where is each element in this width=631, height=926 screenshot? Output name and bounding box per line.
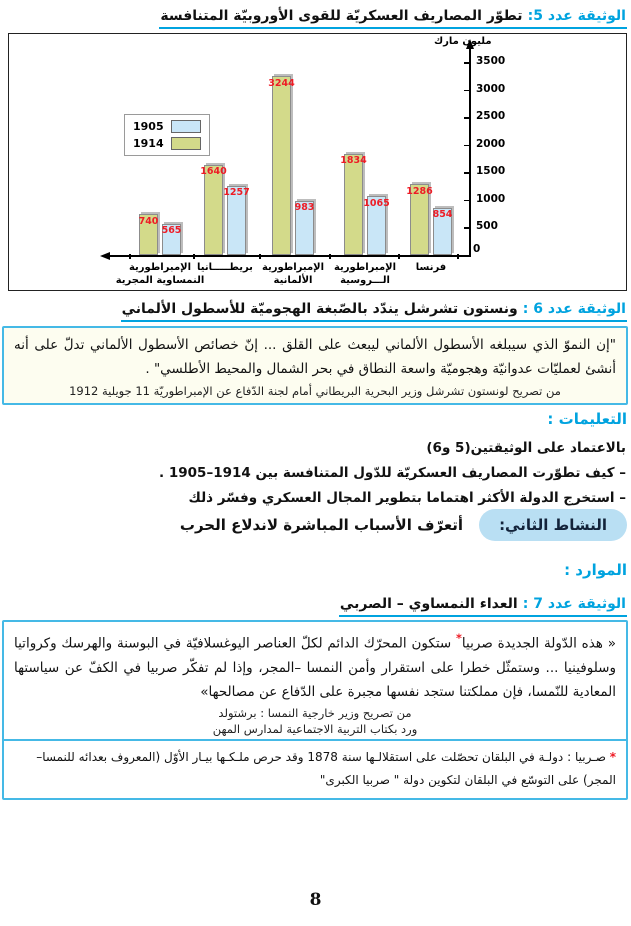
legend-label: 1914: [133, 137, 164, 150]
doc7-asterisk: *: [456, 632, 462, 645]
doc5-title-underline: [159, 5, 627, 29]
y-tick-mark: [464, 200, 469, 202]
footnote-body: صـربيا : دولـة في البلقان تحصّلت على استقلالـها سنة 1878 وقد حرص ملـكـها بيـار الأوّل (المعروف بعدائه للنمسا–المجر) على التوسّع في البلقان لتكوين دولة " صربيا الكبرى": [36, 750, 616, 788]
bar-value-label: 854: [432, 209, 453, 221]
x-tick-mark: [193, 254, 195, 259]
legend-label: 1905: [133, 120, 164, 133]
x-category-label-line: الإمبراطورية: [333, 262, 397, 273]
doc6-attribution: من تصريح لونستون تشرشل وزير البحرية البريطاني أمام لجنة الدّفاع عن الإمبراطوريّة 11 جويلية 1912: [69, 383, 561, 398]
instructions-intro: بالاعتماد على الوثيقتين(5 و6): [426, 440, 626, 456]
y-tick-label: 2000: [476, 137, 506, 150]
bar-value-label: 740: [138, 215, 159, 227]
doc7-attribution-2: ورد بكتاب التربية الاجتماعية لمدارس المهن: [212, 722, 418, 737]
x-category-label-line: فرنسا: [415, 262, 447, 273]
x-axis-arrow-icon: [100, 252, 110, 260]
doc7-title-underline: [339, 593, 627, 617]
y-tick-label: 2500: [476, 110, 506, 123]
x-category-label-line: النمساوية المجرية: [115, 275, 205, 286]
bar-value-label: 1640: [200, 166, 227, 178]
doc7-footnote-text: [14, 746, 616, 792]
doc7-footnote-section: [4, 739, 626, 798]
instructions-heading: التعليمات :: [547, 410, 627, 428]
doc7-quote-before: « هذه الدّولة الجديدة صربيا: [461, 635, 616, 652]
doc7-title-row: [339, 593, 627, 617]
bar-value-label: 3244: [268, 77, 295, 89]
legend-swatch-icon: [171, 137, 201, 150]
doc5-label: الوثيقة عدد 5:: [527, 8, 626, 24]
instructions-block: [159, 436, 626, 511]
doc7-attribution-1: من تصريح وزير خارجية النمسا : برشتولد: [218, 706, 412, 721]
footnote-asterisk: *: [609, 750, 616, 765]
chart-plot: [9, 34, 626, 290]
y-tick-label: 500: [476, 220, 498, 233]
legend-swatch-icon: [171, 120, 201, 133]
bar-value-label: 983: [294, 202, 315, 214]
military-expenses-chart: [8, 33, 627, 291]
doc6-title-row: [121, 298, 627, 322]
y-tick-mark: [464, 145, 469, 147]
bar-value-label: 1257: [223, 187, 250, 199]
doc6-quote-text: "إن النموّ الذي سيبلغه الأسطول الألماني ليبعث على القلق ... إنّ خصائص الأسطول الألماني تدلّ على أنه أنشئ لعمليّات عدوانيّة وهجوميّة واسعة النطاق في بحر الشمال والمحيط الأطلسي" .: [14, 337, 616, 378]
resources-heading: الموارد :: [564, 561, 627, 579]
page-number: 8: [309, 890, 322, 910]
bar: [272, 76, 291, 255]
legend-row: [133, 137, 201, 150]
doc7-quote-after: ستكون المحرّك الدائم لكلّ العناصر اليوغسلافيّة في البوسنة والهرسك وكرواتيا وسلوفينيا ... وستمثّل خطرا على استقرار وأمن النمسا –المجر، وإذا لم تفكّر صربيا في الكفّ عن سياستها المعادية للنّمسا، فإن مملكتنا ستجد نفسها مجبرة على الدّفاع عن مصالحها»: [14, 635, 616, 701]
doc7-quote-text: [14, 629, 616, 704]
y-axis-arrow-icon: [466, 39, 474, 49]
y-axis-line: [469, 48, 471, 257]
x-tick-mark: [398, 254, 400, 259]
y-tick-label: 0: [473, 243, 481, 255]
legend-row: [133, 120, 201, 133]
x-category-label-line: الألمانية: [273, 275, 313, 286]
y-tick-mark: [464, 90, 469, 92]
x-tick-mark: [259, 254, 261, 259]
instructions-item-2: – استخرج الدولة الأكثر اهتماما بتطوير المجال العسكري وفسّر ذلك: [188, 489, 626, 506]
bar-value-label: 565: [161, 225, 182, 237]
doc5-title: تطوّر المصاريف العسكريّة للقوى الأوروبيّة المتنافسة: [160, 8, 523, 24]
y-tick-label: 3500: [476, 55, 506, 67]
bar-value-label: 1286: [406, 185, 433, 197]
y-axis-title: مليون مارك: [434, 36, 492, 47]
doc7-title: العداء النمساوي – الصربي: [339, 596, 518, 612]
doc5-title-row: [159, 5, 627, 29]
bar-value-label: 1065: [363, 197, 390, 209]
chart-legend: [124, 114, 210, 156]
y-tick-mark: [464, 227, 469, 229]
y-tick-label: 1500: [476, 165, 506, 178]
x-tick-mark: [129, 254, 131, 259]
y-tick-label: 1000: [476, 192, 506, 205]
doc7-quote-section: [4, 622, 626, 739]
activity-title: أتعرّف الأسباب المباشرة لاندلاع الحرب: [179, 516, 464, 534]
activity-pill: النشاط الثاني:: [479, 509, 627, 541]
y-tick-label: 3000: [476, 82, 506, 95]
bar-value-label: 1834: [340, 155, 367, 167]
x-category-label-line: الإمبراطورية: [128, 262, 192, 273]
x-category-label: [105, 261, 215, 287]
doc6-title-underline: [121, 298, 627, 322]
doc6-quote-box: [2, 326, 628, 405]
doc7-quote-box: [2, 620, 628, 800]
x-tick-mark: [329, 254, 331, 259]
y-tick-mark: [464, 62, 469, 64]
x-category-label-line: الـــروسية: [340, 275, 390, 286]
y-tick-mark: [464, 117, 469, 119]
instructions-item-1: – كيف تطوّرت المصاريف العسكريّة للدّول المتنافسة بين ‪1905–1914‬ .: [159, 464, 626, 481]
doc7-label: الوثيقة عدد 7 :: [522, 596, 626, 612]
y-tick-mark: [464, 172, 469, 174]
bar: [204, 165, 223, 255]
doc6-title: ونستون تشرشل يندّد بالصّبغة الهجوميّة للأسطول الألماني: [121, 301, 518, 317]
x-tick-mark: [457, 254, 459, 259]
x-category-label-line: الإمبراطورية: [261, 262, 325, 273]
x-category-label-line: بريطـــــانيا: [197, 262, 253, 273]
doc6-label: الوثيقة عدد 6 :: [522, 301, 626, 317]
activity-row: [180, 509, 627, 541]
x-axis-line: [109, 255, 471, 257]
